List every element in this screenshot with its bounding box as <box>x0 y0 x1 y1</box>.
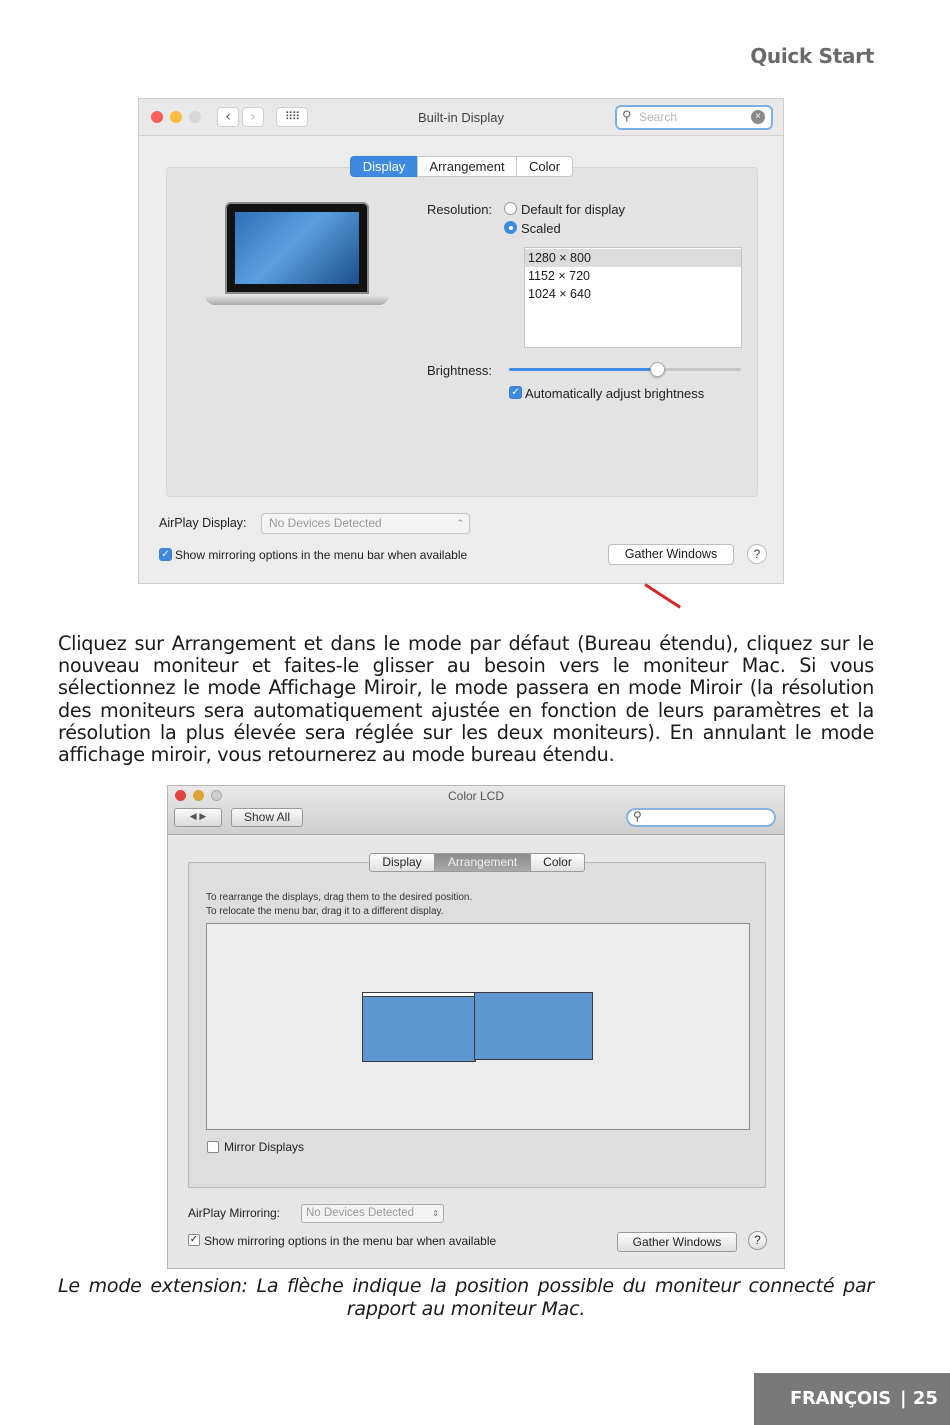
tab-display[interactable]: Display <box>369 853 435 872</box>
show-mirroring-label: Show mirroring options in the menu bar when available <box>175 548 468 562</box>
resolution-list[interactable] <box>524 247 742 348</box>
radio-default-label: Default for display <box>521 202 626 217</box>
radio-scaled-label: Scaled <box>521 221 561 236</box>
footer-language: FRANÇOIS <box>790 1388 891 1409</box>
page-number: | 25 <box>900 1388 938 1409</box>
forward-button[interactable]: › <box>242 107 264 127</box>
show-all-grid-button[interactable]: ⠿⠿ <box>276 107 308 127</box>
help-button[interactable]: ? <box>747 544 767 564</box>
tab-display[interactable]: Display <box>350 156 418 177</box>
tab-color[interactable]: Color <box>530 853 585 872</box>
instruction-line: To rearrange the displays, drag them to the desired position. <box>206 892 473 903</box>
window-toolbar <box>168 786 784 835</box>
resolution-label: Resolution: <box>427 202 493 217</box>
external-display-thumbnail[interactable] <box>474 992 593 1060</box>
search-input[interactable] <box>615 105 773 130</box>
red-arrow-pointer <box>644 583 681 608</box>
built-in-display-window <box>138 98 784 584</box>
gather-windows-button[interactable]: Gather Windows <box>608 544 734 565</box>
instruction-paragraph: Cliquez sur Arrangement et dans le mode par défaut (Bureau étendu), cliquez sur le nouveau moniteur et faites-le glisser au besoin vers le moniteur Mac. Si vous sélectionnez le mode Affichage Miroir, le mode passera en mode Miroir (la résolution des moniteurs sera automatiquement ajustée en fonction de leurs paramètres et la résolution la plus élevée sera réglée sur les deux moniteurs). En annulant le mode affichage miroir, vous retournerez au mode bureau étendu. <box>58 632 874 767</box>
brightness-label: Brightness: <box>427 363 493 378</box>
tab-color[interactable]: Color <box>516 156 573 177</box>
search-input[interactable] <box>626 808 776 827</box>
tab-arrangement[interactable]: Arrangement <box>434 853 531 872</box>
page-footer <box>754 1373 950 1425</box>
airplay-display-value: No Devices Detected <box>269 516 382 530</box>
gather-windows-button[interactable]: Gather Windows <box>617 1232 737 1252</box>
window-titlebar <box>139 99 783 136</box>
caption-line-1: Le mode extension: La flèche indique la position possible du moniteur connecté par <box>58 1275 874 1297</box>
show-mirroring-checkbox[interactable]: ✓ <box>189 1234 199 1245</box>
show-mirroring-label: Show mirroring options in the menu bar when available <box>204 1234 497 1248</box>
tab-arrangement[interactable]: Arrangement <box>417 156 517 177</box>
menu-bar-indicator[interactable] <box>362 992 476 997</box>
search-icon: ⚲ <box>622 108 632 123</box>
brightness-slider-knob[interactable] <box>650 362 665 377</box>
main-display-thumbnail[interactable] <box>362 992 476 1062</box>
show-all-button[interactable]: Show All <box>231 808 303 827</box>
show-mirroring-checkbox[interactable]: ✓ <box>159 548 172 561</box>
resolution-item[interactable]: 1152 × 720 <box>528 269 590 283</box>
resolution-item[interactable]: 1280 × 800 <box>525 249 741 267</box>
window-title: Built-in Display <box>418 110 504 125</box>
window-title: Color LCD <box>447 789 504 803</box>
airplay-mirroring-dropdown[interactable] <box>301 1204 444 1223</box>
back-button[interactable]: ‹ <box>217 107 239 127</box>
airplay-display-dropdown[interactable] <box>261 513 470 534</box>
auto-brightness-label: Automatically adjust brightness <box>525 386 705 401</box>
mirror-displays-label: Mirror Displays <box>224 1140 305 1154</box>
macbook-illustration <box>225 202 369 294</box>
search-icon: ⚲ <box>633 809 642 823</box>
mirror-displays-checkbox[interactable] <box>207 1141 219 1153</box>
instruction-line: To relocate the menu bar, drag it to a different display. <box>206 906 444 917</box>
macbook-wallpaper <box>235 212 359 284</box>
resolution-item[interactable]: 1024 × 640 <box>528 287 591 301</box>
clear-search-icon[interactable]: × <box>751 110 765 124</box>
airplay-display-label: AirPlay Display: <box>159 516 247 530</box>
auto-brightness-checkbox[interactable]: ✓ <box>509 386 522 399</box>
figure-caption <box>58 1275 874 1320</box>
radio-scaled[interactable] <box>504 221 517 234</box>
caption-line-2: rapport au moniteur Mac. <box>346 1297 586 1320</box>
brightness-slider-fill <box>509 368 657 371</box>
airplay-mirroring-value: No Devices Detected <box>306 1207 415 1219</box>
help-button[interactable]: ? <box>748 1231 767 1250</box>
color-lcd-window <box>167 785 785 1269</box>
back-forward-buttons[interactable]: ◀ ▶ <box>174 808 222 827</box>
radio-default-for-display[interactable] <box>504 202 517 215</box>
search-placeholder: Search <box>639 110 678 124</box>
macbook-base <box>205 295 389 305</box>
page-header-title: Quick Start <box>750 44 874 68</box>
chevron-updown-icon: ⇕ <box>432 1209 439 1218</box>
chevron-updown-icon: ⌃ <box>456 518 464 528</box>
airplay-mirroring-label: AirPlay Mirroring: <box>188 1206 281 1220</box>
